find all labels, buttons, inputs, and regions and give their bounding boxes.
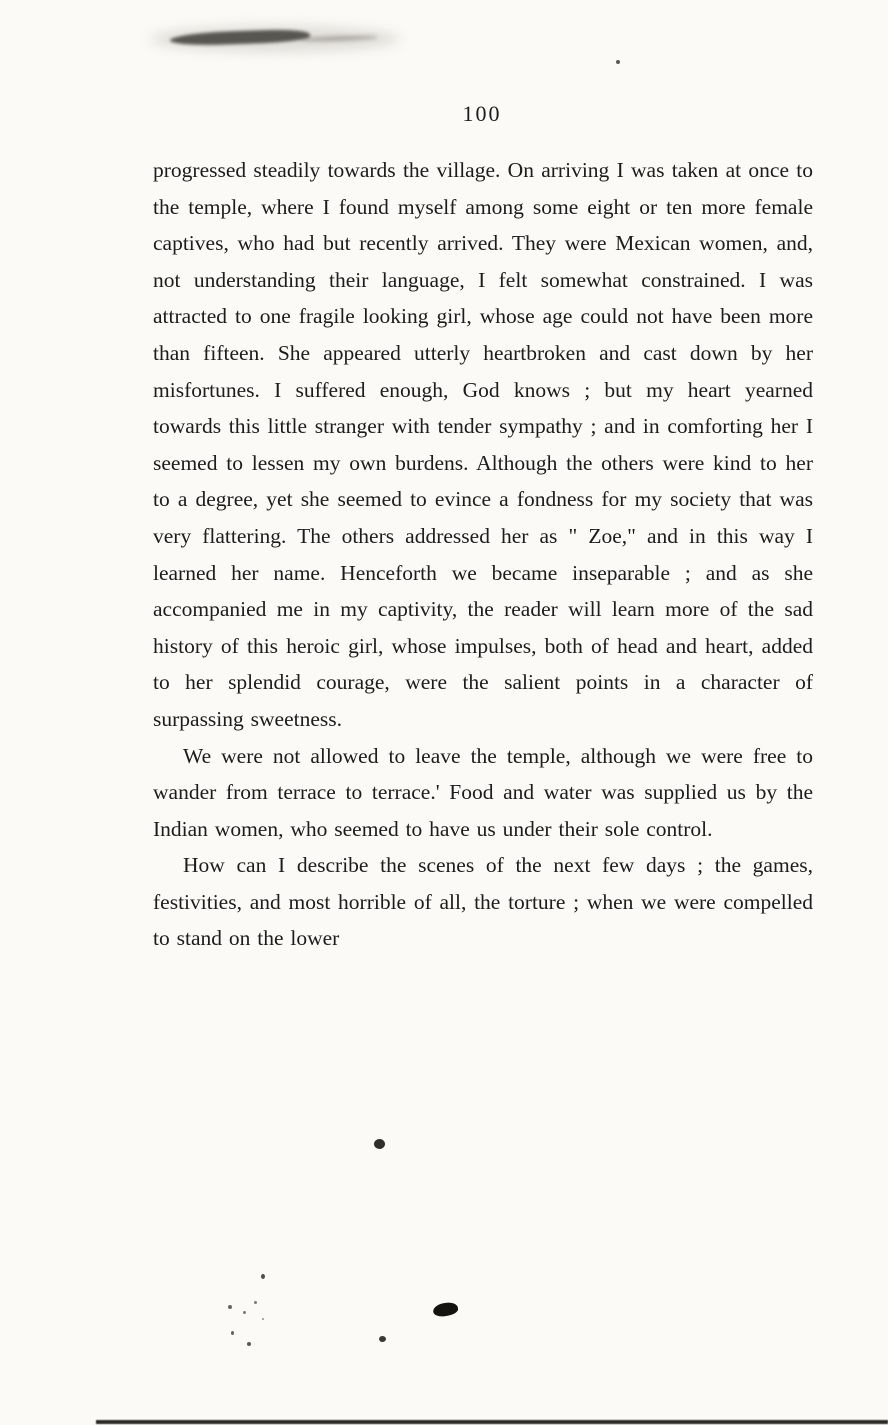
- page-number: 100: [462, 101, 502, 126]
- scan-edge-line: [96, 1420, 888, 1424]
- ink-blot: [432, 1301, 459, 1318]
- ink-speck: [261, 1274, 265, 1279]
- ink-speck: [247, 1342, 251, 1346]
- ink-speck: [228, 1305, 232, 1309]
- ink-speck: [231, 1331, 234, 1335]
- paragraph: We were not allowed to leave the temple, although we were free to wander from terrace to terrace.' Food and water was supplied us by the Indian women, who seemed to have us under their sole control.: [153, 743, 813, 841]
- ink-speck: [616, 60, 620, 64]
- ink-speck: [243, 1311, 246, 1314]
- paragraph: How can I describe the scenes of the next few days ; the games, festivities, and most horrible of all, the torture ; when we were compelled to stand on the lower: [153, 853, 813, 951]
- ink-speck: [254, 1301, 257, 1304]
- ink-speck: [379, 1336, 386, 1342]
- body-text: [153, 152, 813, 957]
- paragraph: progressed steadily towards the village. On arriving I was taken at once to the temple, where I found myself among some eight or ten more female captives, who had but recently arrived. They were Mexican women, and, not understanding their language, I felt somewhat constrained. I was attracted to one fragile looking girl, whose age could not have been more than fifteen. She appeared utterly heartbroken and cast down by her misfortunes. I suffered enough, God knows ; but my heart yearned towards this little stranger with tender sympathy ; and in comforting her I seemed to lessen my own burdens. Although the others were kind to her to a degree, yet she seemed to evince a fondness for my society that was very flattering. The others addressed her as " Zoe," and in this way I learned her name. Henceforth we became inseparable ; and as she accompanied me in my captivity, the reader will learn more of the sad history of this heroic girl, whose impulses, both of head and heart, added to her splendid courage, were the salient points in a character of surpassing sweetness.: [153, 158, 813, 731]
- ink-speck: [374, 1139, 385, 1149]
- ink-speck: [262, 1318, 264, 1320]
